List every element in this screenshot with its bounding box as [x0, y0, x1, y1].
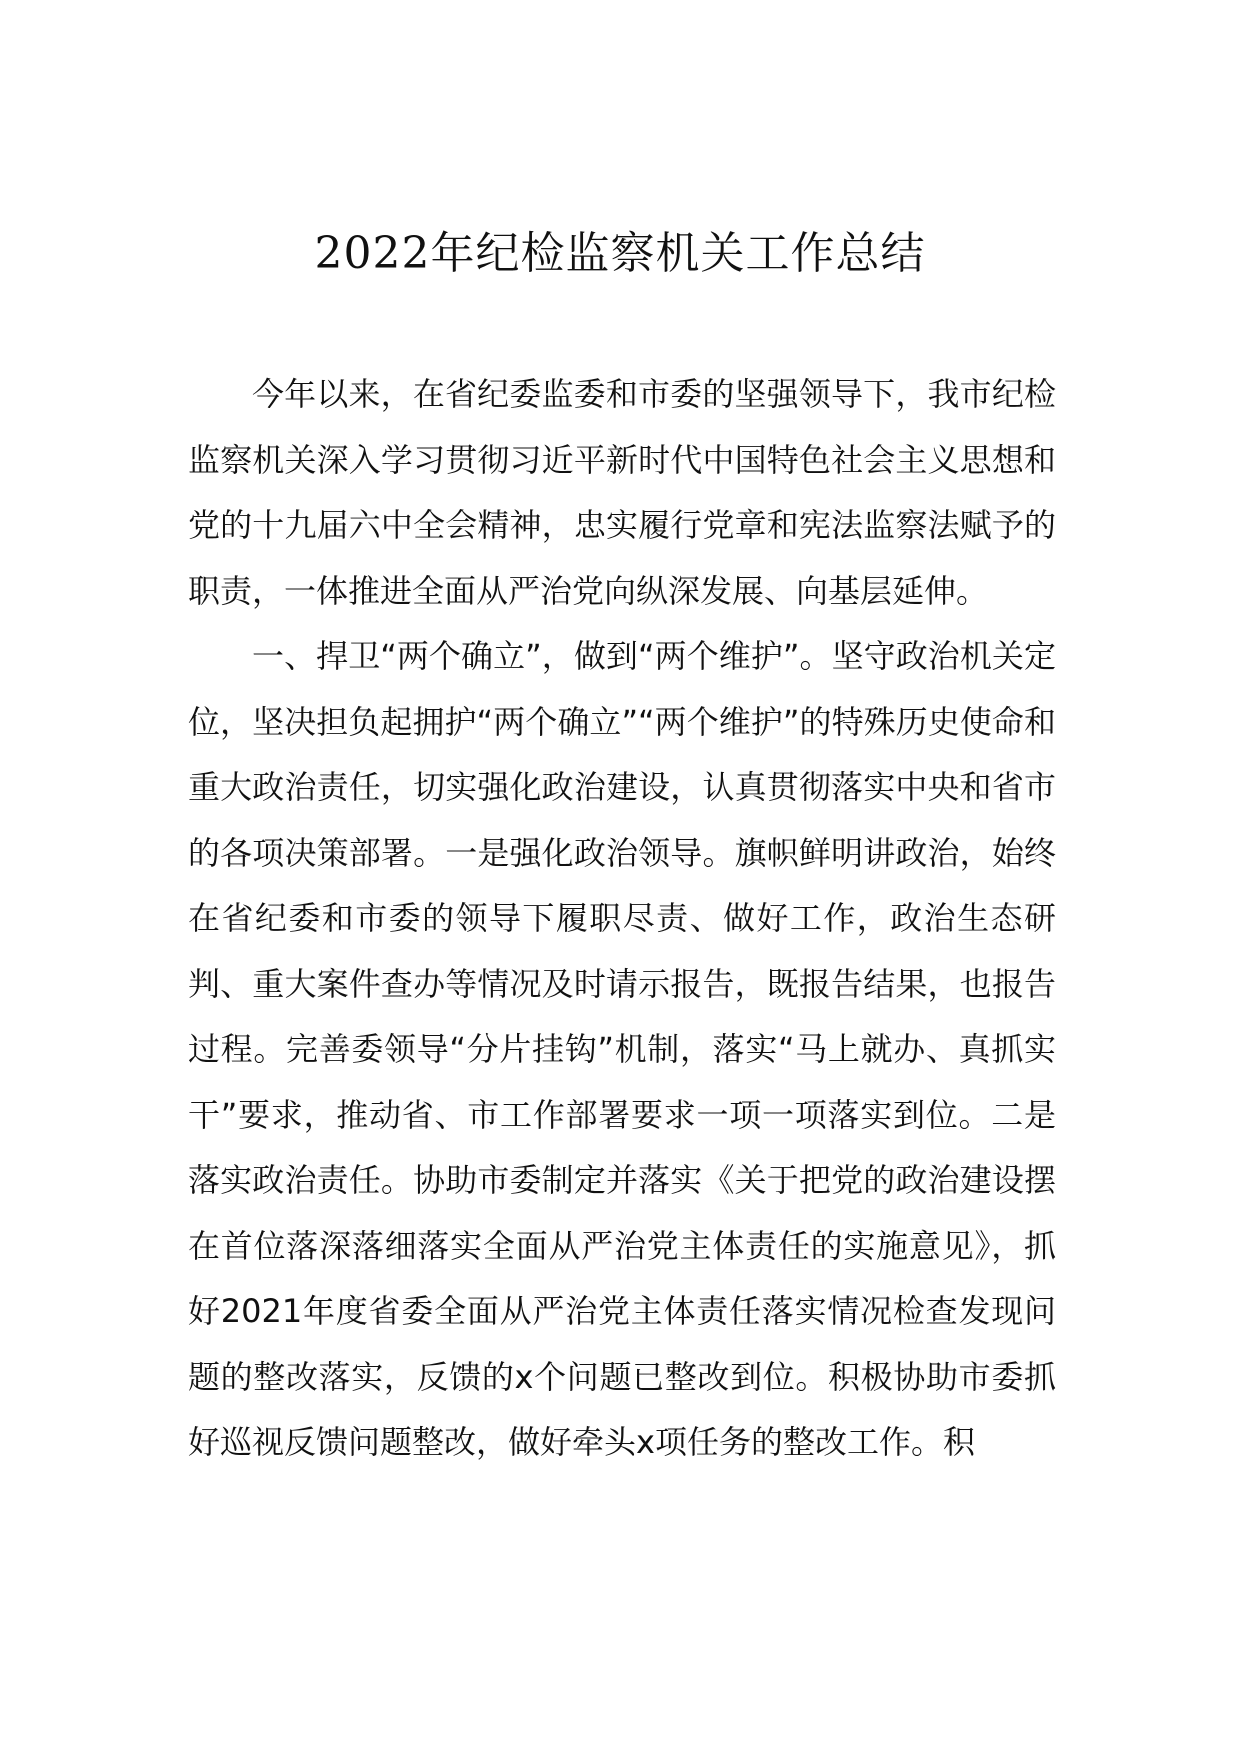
- document-body: [188, 362, 1056, 1476]
- paragraph-section-one: 一、捍卫“两个确立”，做到“两个维护”。坚守政治机关定位，坚决担负起拥护“两个确立”“两个维护”的特殊历史使命和重大政治责任，切实强化政治建设，认真贯彻落实中央和省市的各项决策部署。一是强化政治领导。旗帜鲜明讲政治，始终在省纪委和市委的领导下履职尽责、做好工作，政治生态研判、重大案件查办等情况及时请示报告，既报告结果，也报告过程。完善委领导“分片挂钩”机制，落实“马上就办、真抓实干”要求，推动省、市工作部署要求一项一项落实到位。二是落实政治责任。协助市委制定并落实《关于把党的政治建设摆在首位落深落细落实全面从严治党主体责任的实施意见》，抓好2021年度省委全面从严治党主体责任落实情况检查发现问题的整改落实，反馈的x个问题已整改到位。积极协助市委抓好巡视反馈问题整改，做好牵头x项任务的整改工作。积: [188, 637, 1056, 1461]
- document-title: 2022年纪检监察机关工作总结: [314, 228, 926, 279]
- paragraph-intro: 今年以来，在省纪委监委和市委的坚强领导下，我市纪检监察机关深入学习贯彻习近平新时代中国特色社会主义思想和党的十九届六中全会精神，忠实履行党章和宪法监察法赋予的职责，一体推进全面从严治党向纵深发展、向基层延伸。: [188, 375, 1056, 610]
